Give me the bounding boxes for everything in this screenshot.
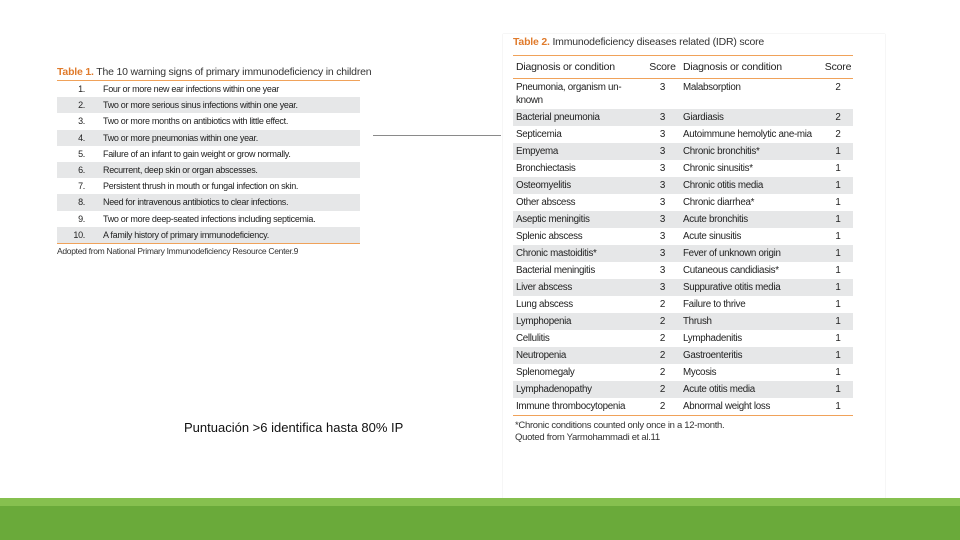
table1-row-text: Two or more months on antibiotics with little effect. (103, 116, 289, 127)
diagnosis-cell: Acute otitis media (683, 384, 755, 395)
table1-row-text: A family history of primary immunodeficiency. (103, 229, 269, 240)
table1-row-number: 5. (78, 148, 85, 159)
score-cell: 2 (659, 299, 666, 310)
score-cell: 2 (659, 316, 666, 327)
score-cell: 2 (835, 82, 841, 93)
diagnosis-cell: Empyema (516, 146, 559, 157)
diagnosis-cell: Chronic otitis media (683, 180, 764, 191)
table2-row (513, 398, 853, 415)
slide-caption: Puntuación >6 identifica hasta 80% IP (184, 420, 404, 435)
table2-row (513, 228, 853, 245)
score-cell: 2 (659, 333, 666, 344)
score-cell: 1 (835, 248, 841, 259)
table2-row (513, 364, 853, 381)
diagnosis-cell: Failure to thrive (683, 299, 746, 310)
diagnosis-cell: Fever of unknown origin (683, 248, 781, 259)
table1-row-text: Two or more deep-seated infections including septicemia. (103, 213, 316, 224)
table1-footnote: Adopted from National Primary Immunodeficiency Resource Center.9 (57, 245, 299, 256)
score-cell: 2 (659, 350, 666, 361)
diagnosis-cell: Bacterial pneumonia (516, 112, 600, 123)
diagnosis-cell: Pneumonia, organism un-known (516, 82, 622, 106)
score-cell: 1 (835, 265, 841, 276)
table1-row-text: Two or more pneumonias within one year. (103, 132, 258, 143)
table1-label: Table 1. (57, 66, 94, 78)
diagnosis-cell: Splenomegaly (516, 367, 575, 378)
table1-row-number: 4. (78, 132, 85, 143)
score-cell: 1 (835, 333, 841, 344)
score-cell: 3 (659, 129, 666, 140)
table2-row (513, 211, 853, 228)
diagnosis-cell: Giardiasis (683, 112, 724, 123)
table2-row (513, 143, 853, 160)
table1-row-number: 6. (78, 164, 85, 175)
header-score-2: Score (824, 61, 852, 73)
diagnosis-cell: Chronic mastoiditis* (516, 248, 597, 259)
diagnosis-cell: Acute bronchitis (683, 214, 748, 225)
diagnosis-cell: Aseptic meningitis (516, 214, 590, 225)
table1-row (57, 227, 360, 243)
score-cell: 3 (659, 112, 666, 123)
diagnosis-cell: Cutaneous candidiasis* (683, 265, 779, 276)
score-cell: 2 (659, 401, 666, 412)
score-cell: 3 (659, 231, 666, 242)
diagnosis-cell: Other abscess (516, 197, 576, 208)
diagnosis-cell: Thrush (683, 316, 712, 327)
table2-row (513, 194, 853, 211)
diagnosis-cell: Lymphadenopathy (516, 384, 592, 395)
header-score-1: Score (649, 61, 676, 73)
divider-line (373, 135, 501, 136)
table1-row (57, 211, 360, 227)
diagnosis-cell: Splenic abscess (516, 231, 583, 242)
table1-title (57, 64, 372, 81)
score-cell: 1 (835, 350, 841, 361)
table2-row (513, 245, 853, 262)
table1-row-number: 10. (73, 229, 85, 240)
score-cell: 1 (835, 299, 841, 310)
diagnosis-cell: Cellulitis (516, 333, 550, 344)
diagnosis-cell: Septicemia (516, 129, 562, 140)
diagnosis-cell: Osteomyelitis (516, 180, 571, 191)
table2-row (513, 79, 853, 109)
table2-row (513, 109, 853, 126)
table2-row (513, 330, 853, 347)
score-cell: 3 (659, 265, 666, 276)
score-cell: 1 (835, 214, 841, 225)
diagnosis-cell: Lung abscess (516, 299, 573, 310)
idr-score-table-panel (503, 34, 885, 502)
diagnosis-cell: Acute sinusitis (683, 231, 742, 242)
table1-row (57, 146, 360, 162)
score-cell: 3 (659, 197, 666, 208)
table2-rows (513, 79, 853, 416)
diagnosis-cell: Neutropenia (516, 350, 567, 361)
header-diagnosis-1: Diagnosis or condition (516, 61, 615, 73)
table1-row (57, 194, 360, 210)
diagnosis-cell: Immune thrombocytopenia (516, 401, 626, 412)
table2-row (513, 313, 853, 330)
table2-row (513, 296, 853, 313)
score-cell: 3 (659, 82, 666, 93)
table2-row (513, 177, 853, 194)
score-cell: 1 (835, 384, 841, 395)
warning-signs-table (57, 64, 372, 256)
table2-row (513, 160, 853, 177)
table1-row-number: 3. (78, 116, 85, 127)
table1-row (57, 178, 360, 194)
table1-title-text: The 10 warning signs of primary immunodeficiency in children (96, 66, 372, 78)
score-cell: 3 (659, 248, 666, 259)
table2-footnote (513, 420, 853, 444)
score-cell: 2 (659, 384, 666, 395)
diagnosis-cell: Liver abscess (516, 282, 572, 293)
table1-row-number: 2. (78, 100, 85, 111)
diagnosis-cell: Gastroenteritis (683, 350, 743, 361)
score-cell: 1 (835, 231, 841, 242)
table2-footnote-1: *Chronic conditions counted only once in a 12-month. (515, 420, 725, 431)
table2-row (513, 279, 853, 296)
table2-row (513, 262, 853, 279)
table1-rows (57, 81, 360, 244)
table2-row (513, 347, 853, 364)
table2-footnote-2: Quoted from Yarmohammadi et al.11 (515, 432, 660, 443)
diagnosis-cell: Mycosis (683, 367, 717, 378)
table1-row-number: 8. (78, 197, 85, 208)
table1-row (57, 130, 360, 146)
table2-row (513, 126, 853, 143)
score-cell: 1 (835, 282, 841, 293)
score-cell: 3 (659, 214, 666, 225)
table1-row-number: 7. (78, 181, 85, 192)
table2-title-text: Immunodeficiency diseases related (IDR) score (552, 36, 765, 48)
table2-label: Table 2. (513, 36, 550, 48)
score-cell: 1 (835, 163, 841, 174)
table2-row (513, 381, 853, 398)
diagnosis-cell: Chronic bronchitis* (683, 146, 760, 157)
score-cell: 2 (659, 367, 666, 378)
score-cell: 3 (659, 163, 666, 174)
score-cell: 1 (835, 197, 841, 208)
table1-row-text: Persistent thrush in mouth or fungal infection on skin. (103, 181, 299, 192)
score-cell: 1 (835, 367, 841, 378)
diagnosis-cell: Lymphopenia (516, 316, 572, 327)
score-cell: 1 (835, 180, 841, 191)
idr-score-table (513, 55, 853, 444)
diagnosis-cell: Lymphadenitis (683, 333, 742, 344)
table1-row-text: Need for intravenous antibiotics to clear infections. (103, 197, 289, 208)
diagnosis-cell: Suppurative otitis media (683, 282, 781, 293)
table1-row (57, 97, 360, 113)
footer-band-highlight (0, 498, 960, 506)
diagnosis-cell: Autoimmune hemolytic ane-mia (683, 129, 812, 140)
table1-row (57, 162, 360, 178)
diagnosis-cell: Chronic sinusitis* (683, 163, 753, 174)
diagnosis-cell: Abnormal weight loss (683, 401, 771, 412)
table2-header-row (513, 56, 853, 79)
diagnosis-cell: Chronic diarrhea* (683, 197, 755, 208)
score-cell: 2 (835, 129, 841, 140)
diagnosis-cell: Bacterial meningitis (516, 265, 595, 276)
table1-row-number: 9. (78, 213, 85, 224)
table1-row-text: Recurrent, deep skin or organ abscesses. (103, 164, 258, 175)
table1-row-text: Failure of an infant to gain weight or grow normally. (103, 148, 291, 159)
score-cell: 3 (659, 180, 666, 191)
table1-row (57, 113, 360, 129)
score-cell: 1 (835, 316, 841, 327)
diagnosis-cell: Bronchiectasis (516, 163, 576, 174)
diagnosis-cell: Malabsorption (683, 82, 741, 93)
header-diagnosis-2: Diagnosis or condition (683, 61, 782, 73)
score-cell: 2 (835, 112, 841, 123)
table1-row-number: 1. (78, 84, 85, 94)
score-cell: 1 (835, 401, 841, 412)
table2-title (513, 36, 764, 48)
table1-row (57, 81, 360, 97)
table1-row-text: Four or more new ear infections within one year (103, 84, 279, 94)
score-cell: 1 (835, 146, 841, 157)
score-cell: 3 (659, 146, 666, 157)
score-cell: 3 (659, 282, 666, 293)
table1-row-text: Two or more serious sinus infections within one year. (103, 100, 298, 111)
